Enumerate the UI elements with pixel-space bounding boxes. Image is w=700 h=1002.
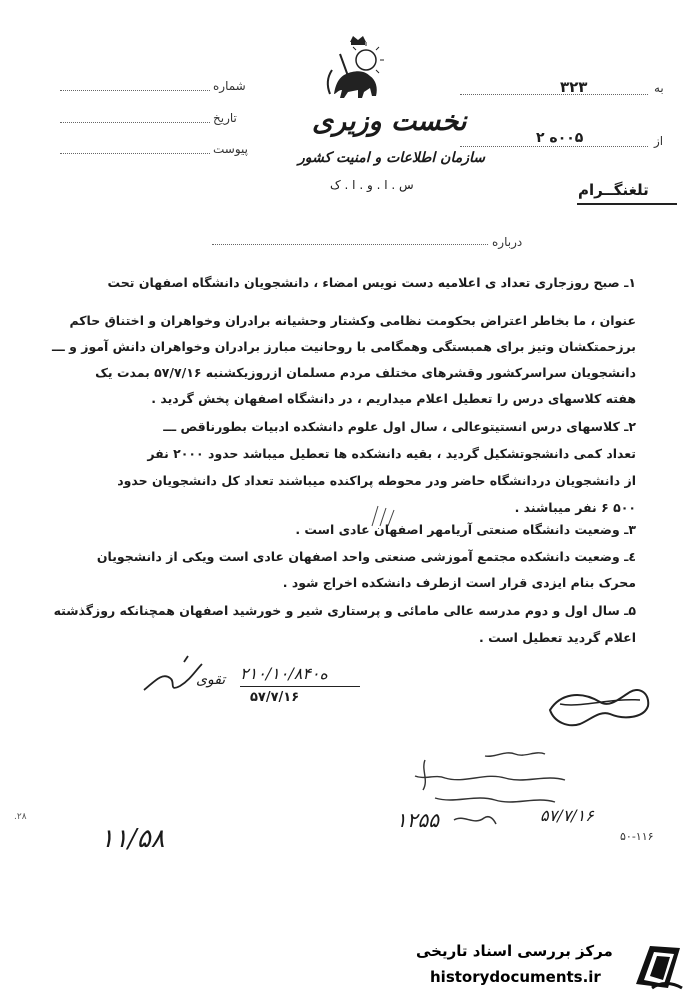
margin-mark: .۲۸ [14, 812, 27, 822]
signature-scribble [140, 652, 210, 698]
org-code: س . ا . و . ا . ک [330, 178, 414, 192]
body-line: ۵ـ سال اول و دوم مدرسه عالی مامائی و پرستاری شیر و خورشید اصفهان همچنانکه روزگذشته [53, 603, 636, 618]
margin-number: ۱۱/۵۸ [100, 824, 165, 854]
date-label: تاریخ [213, 111, 237, 125]
signature-number-date: ۲ه۱۰/۱۰/۸۴۰ [240, 664, 328, 683]
from-label: از [654, 134, 664, 148]
telegram-underline [577, 203, 677, 205]
body-line: اعلام گردید تعطیل است . [478, 630, 636, 645]
number-label: شماره [213, 79, 246, 93]
date-dotted-line [60, 122, 210, 123]
body-line: ۳ـ وضعیت دانشگاه صنعتی آریامهر اصفهان عادی است . [295, 522, 636, 537]
footer-website: historydocuments.ir [430, 968, 601, 986]
bottom-date: ۵۷/۷/۱۶ [540, 806, 594, 825]
footer-center-name: مرکز بررسی اسناد تاریخی [416, 942, 613, 960]
signature-name: تقوی [196, 672, 226, 688]
lion-and-sun-emblem [320, 36, 396, 106]
to-dotted-line [460, 94, 648, 95]
footer [0, 932, 700, 1002]
to-label: به [654, 81, 664, 95]
org-title: نخست وزیری [312, 106, 467, 137]
from-value: ۰۰۵ه ۲ [536, 130, 584, 146]
body-line: ۲ـ کلاسهای درس انستیتوعالی ، سال اول علوم دانشکده ادبیات بطورناقص ـــ [163, 419, 636, 434]
body-line: ۱ـ صبح روزجاری تعداد ی اعلامیه دست نویس امضاء ، دانشجویان دانشگاه اصفهان تحت [107, 275, 636, 290]
book-document-logo [630, 938, 686, 994]
handwritten-signature-right [540, 680, 670, 740]
signature-date: ۵۷/۷/۱۶ [250, 690, 300, 705]
body-line: عنوان ، ما بخاطر اعتراض بحکومت نظامی وکشتار وحشیانه برادران وخواهران و اختناق حاکم [69, 313, 636, 328]
body-line: ٤ـ وضعیت دانشکده مجتمع آموزشی صنعتی واحد اصفهان عادی است ویکی از دانشجویان [96, 549, 636, 564]
body-line: ۵۰۰ ۶ نفر میباشند . [514, 500, 636, 515]
handwritten-mark [450, 810, 500, 830]
from-dotted-line [460, 146, 648, 147]
to-value: ۳۲۳ [560, 78, 588, 96]
telegram-label: تلغنگــرام [578, 181, 649, 199]
signature-underline [240, 686, 360, 687]
subject-label: درباره [492, 235, 523, 249]
body-line: تعداد کمی دانشجوتشکیل گردید ، بقیه دانشکده ها تعطیل میباشد حدود ۲۰۰۰ نفر [147, 446, 636, 461]
subject-dotted-line [212, 244, 488, 245]
body-line: محرک بنام ایزدی قرار است ازطرف دانشکده اخراج شود . [282, 575, 636, 590]
number-dotted-line [60, 90, 210, 91]
org-subtitle: سازمان اطلاعات و امنیت کشور [298, 150, 485, 166]
handwritten-number: ۱۲۵۵ [396, 808, 439, 832]
body-line: از دانشجویان دردانشگاه حاضر ودر محوطه پراکنده میباشند تعداد کل دانشجویان حدود [117, 473, 636, 488]
form-code: ۵۰-۱۱۶ [620, 830, 654, 843]
body-line: برزحمتکشان وتیز برای همبستگی وهمگامی با روحانیت مبارز برادران وخواهران دانش آموز و ـــ [51, 339, 636, 354]
body-line: دانشجویان سراسرکشور وقشرهای مختلف مردم مسلمان ازروزیکشنبه ۵۷/۷/۱۶ بمدت یک [95, 365, 636, 380]
pen-mark [368, 504, 404, 530]
attachment-label: پیوست [213, 142, 248, 156]
attachment-dotted-line [60, 153, 210, 154]
body-line: هفته کلاسهای درس را تعطیل اعلام میداریم ، در دانشگاه اصفهان پخش گردید . [151, 391, 636, 406]
